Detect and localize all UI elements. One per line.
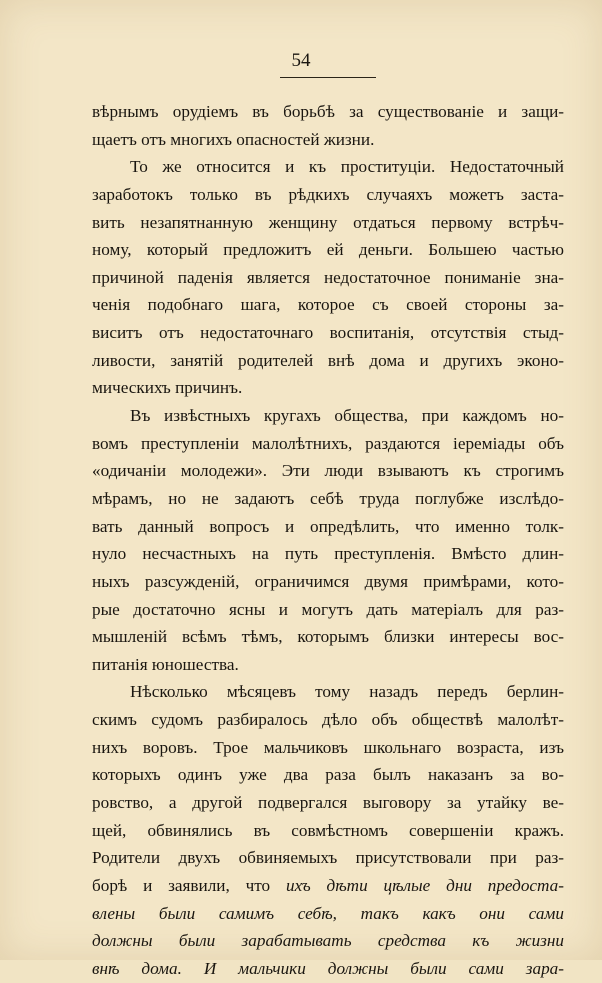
- text-line: питанія юношества.: [92, 654, 239, 674]
- text-line: щаетъ отъ многихъ опасностей жизни.: [92, 129, 375, 149]
- text-line: борѣ и заявили, что ихъ дѣти цѣлые дни предоста-: [92, 875, 564, 895]
- header-rule: [280, 77, 376, 78]
- text-line: ныхъ разсужденій, ограничимся двумя примѣрами, кото-: [92, 571, 564, 591]
- text-line: мическихъ причинъ.: [92, 378, 243, 398]
- text-line: которыхъ одинъ уже два раза былъ наказанъ за во-: [92, 765, 564, 785]
- text-line: скимъ судомъ разбиралось дѣло объ обществѣ малолѣт-: [92, 710, 564, 730]
- body-text: [92, 98, 564, 983]
- text-line: щей, обвинялись въ совмѣстномъ совершеніи кражъ.: [92, 820, 564, 840]
- text-line: ченія подобнаго шага, которое съ своей стороны за-: [92, 295, 564, 315]
- text-line: причиной паденія является недостаточное пониманіе зна-: [92, 267, 564, 287]
- text-line: Родители двухъ обвиняемыхъ присутствовали при раз-: [92, 848, 564, 868]
- italic-span: влены были самимъ себѣ, такъ какъ они сами: [92, 903, 564, 923]
- text-line: вѣрнымъ орудіемъ въ борьбѣ за существованіе и защи-: [92, 102, 564, 121]
- text-line: [92, 955, 564, 983]
- text-line: [92, 900, 564, 928]
- text-line: «одичаніи молодежи». Эти люди взываютъ къ строгимъ: [92, 461, 564, 481]
- italic-span: ихъ дѣти цѣлые дни предоста-: [285, 875, 564, 895]
- text-line: нуло несчастныхъ на путь преступленія. Вмѣсто длин-: [92, 544, 564, 564]
- text-line: мышленій всѣмъ тѣмъ, которымъ близки интересы вос-: [92, 627, 564, 647]
- italic-span: внѣ дома. И мальчики должны были сами зара-: [92, 958, 564, 978]
- text-line: мѣрамъ, но не задаютъ себѣ труда поглубже изслѣдо-: [92, 488, 564, 508]
- text-line: нихъ воровъ. Трое мальчиковъ школьнаго возраста, изъ: [92, 737, 564, 757]
- paragraph-start-line: То же относится и къ проституціи. Недостаточный: [130, 157, 564, 177]
- italic-span: должны были зарабатывать средства къ жизни: [92, 931, 564, 951]
- text-line: [92, 927, 564, 955]
- text-line: вать данный вопросъ и опредѣлить, что именно толк-: [92, 516, 564, 536]
- text-line: ному, который предложитъ ей деньги. Большею частью: [92, 240, 564, 260]
- page-number: 54: [291, 50, 311, 71]
- text-line: вить незапятнанную женщину отдаться первому встрѣч-: [92, 212, 564, 232]
- text-line: заработокъ только въ рѣдкихъ случаяхъ можетъ заста-: [92, 184, 564, 204]
- paragraph-start-line: Нѣсколько мѣсяцевъ тому назадъ передъ берлин-: [130, 682, 564, 702]
- text-line: вомъ преступленіи малолѣтнихъ, раздаются іереміады объ: [92, 433, 564, 453]
- text-line: ливости, занятій родителей внѣ дома и другихъ эконо-: [92, 350, 564, 370]
- paragraph-start-line: Въ извѣстныхъ кругахъ общества, при каждомъ но-: [130, 406, 564, 426]
- text-line: виситъ отъ недостаточнаго воспитанія, отсутствія стыд-: [92, 323, 564, 343]
- text-line: рые достаточно ясны и могутъ дать матеріалъ для раз-: [92, 599, 564, 619]
- text-line: ровство, а другой подвергался выговору за утайку ве-: [92, 793, 564, 813]
